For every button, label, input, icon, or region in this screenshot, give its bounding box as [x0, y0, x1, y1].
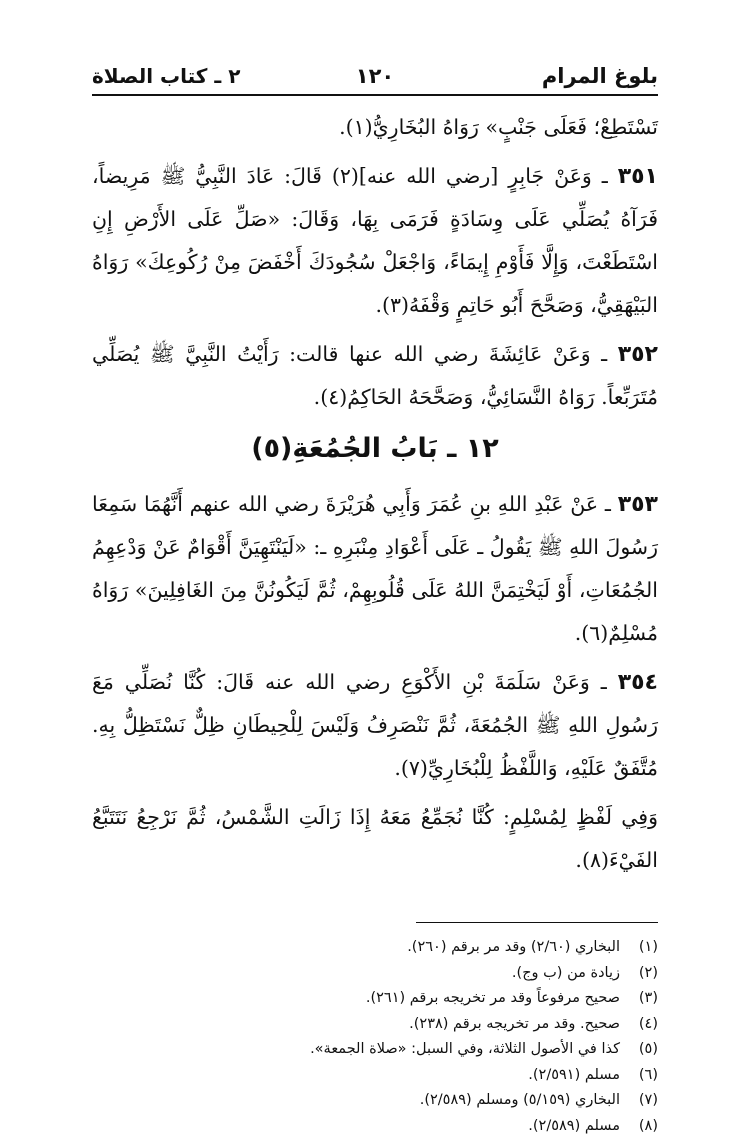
footnote-rule — [416, 922, 658, 923]
footnote-item — [92, 1037, 658, 1063]
footnote-text: صحيح. وقد مر تخريجه برقم (٢٣٨). — [409, 1012, 620, 1038]
footnote-number: (٤) — [620, 1012, 658, 1038]
chapter-heading: ١٢ ـ بَابُ الجُمُعَةِ(٥) — [92, 425, 658, 473]
footnote-number: (٨) — [620, 1114, 658, 1139]
hadith-number: ٣٥٤ — [618, 670, 658, 695]
footnote-text: البخاري (٢/٦٠) وقد مر برقم (٢٦٠). — [407, 935, 620, 961]
paragraph-continuation — [92, 106, 658, 149]
hadith-text: ـ وَعَنْ عَائِشَةَ رضي الله عنها قالت: رَأَيْتُ النَّبِيَّ ﷺ يُصَلِّي مُتَرَبِّعاً. رَوَاهُ النَّسَائِيُّ، وَصَحَّحَهُ الحَاكِمُ(٤). — [92, 342, 658, 409]
footnote-text: زيادة من (ب وج). — [512, 961, 620, 987]
hadith-text: ـ وَعَنْ سَلَمَةَ بْنِ الأَكْوَعِ رضي الله عنه قَالَ: كُنَّا نُصَلِّي مَعَ رَسُولِ اللهِ ﷺ الجُمُعَةَ، ثُمَّ نَنْصَرِفُ وَلَيْسَ لِلْحِيطَانِ ظِلٌّ نَسْتَظِلُّ بِهِ. مُتَّفَقٌ عَلَيْهِ، وَاللَّفْظُ لِلْبُخَارِيِّ(٧). — [92, 670, 658, 780]
footnote-text: كذا في الأصول الثلاثة، وفي السبل: «صلاة الجمعة». — [310, 1037, 620, 1063]
hadith-353 — [92, 483, 658, 655]
footnote-text: مسلم (٢/٥٨٩). — [528, 1114, 620, 1139]
header-rule — [92, 94, 658, 96]
hadith-text: ـ عَنْ عَبْدِ اللهِ بنِ عُمَرَ وَأَبِي هُرَيْرَةَ رضي الله عنهم أَنَّهُمَا سَمِعَا رَسُولَ اللهِ ﷺ يَقُولُ ـ عَلَى أَعْوَادِ مِنْبَرِهِ ـ: «لَيَنْتَهِيَنَّ أَقْوَامٌ عَنْ وَدْعِهِمُ الجُمُعَاتِ، أَوْ لَيَخْتِمَنَّ اللهُ عَلَى قُلُوبِهِمْ، ثُمَّ لَيَكُونُنَّ مِنَ الغَافِلِينَ» رَوَاهُ مُسْلِمٌ(٦). — [92, 492, 658, 645]
page-number: ١٢٠ — [356, 64, 394, 88]
footnote-item — [92, 935, 658, 961]
paragraph-text: تَسْتَطِعْ؛ فَعَلَى جَنْبٍ» رَوَاهُ البُخَارِيُّ(١). — [339, 115, 658, 139]
section-title: ٢ ـ كتاب الصلاة — [92, 64, 240, 88]
hadith-354 — [92, 661, 658, 790]
footnote-item — [92, 1088, 658, 1114]
hadith-351 — [92, 155, 658, 327]
footnote-item — [92, 1114, 658, 1139]
footnote-number: (٦) — [620, 1063, 658, 1089]
hadith-number: ٣٥٢ — [618, 342, 658, 367]
footnote-number: (٥) — [620, 1037, 658, 1063]
footnote-item — [92, 961, 658, 987]
footnote-number: (١) — [620, 935, 658, 961]
book-title: بلوغ المرام — [542, 64, 658, 88]
running-header — [92, 58, 658, 98]
footnote-item — [92, 1012, 658, 1038]
hadith-number: ٣٥٣ — [618, 492, 658, 517]
footnote-number: (٧) — [620, 1088, 658, 1114]
hadith-352 — [92, 333, 658, 419]
main-text — [92, 106, 658, 882]
footnote-text: البخاري (٥/١٥٩) ومسلم (٢/٥٨٩). — [420, 1088, 620, 1114]
footnotes — [92, 935, 658, 1139]
footnote-item — [92, 986, 658, 1012]
paragraph-text: وَفِي لَفْظٍ لِمُسْلِمٍ: كُنَّا نُجَمِّعُ مَعَهُ إِذَا زَالَتِ الشَّمْسُ، ثُمَّ نَرْجِعُ نَتَتَبَّعُ الفَيْءَ(٨). — [92, 805, 658, 872]
footnote-number: (٢) — [620, 961, 658, 987]
footnote-number: (٣) — [620, 986, 658, 1012]
footnote-text: صحيح مرفوعاً وقد مر تخريجه برقم (٢٦١). — [366, 986, 620, 1012]
hadith-text: ـ وَعَنْ جَابِرٍ [رضي الله عنه](٢) قَالَ: عَادَ النَّبِيُّ ﷺ مَرِيضاً، فَرَآهُ يُصَلِّي عَلَى وِسَادَةٍ فَرَمَى بِهَا، وَقَالَ: «صَلِّ عَلَى الأَرْضِ إِنِ اسْتَطَعْتَ، وَإِلَّا فَأَوْمِ إِيمَاءً، وَاجْعَلْ سُجُودَكَ أَخْفَضَ مِنْ رُكُوعِكَ» رَوَاهُ البَيْهَقِيُّ، وَصَحَّحَ أَبُو حَاتِمٍ وَقْفَهُ(٣). — [92, 164, 658, 317]
hadith-number: ٣٥١ — [618, 164, 658, 189]
footnote-item — [92, 1063, 658, 1089]
muslim-variant — [92, 796, 658, 882]
footnote-text: مسلم (٢/٥٩١). — [528, 1063, 620, 1089]
